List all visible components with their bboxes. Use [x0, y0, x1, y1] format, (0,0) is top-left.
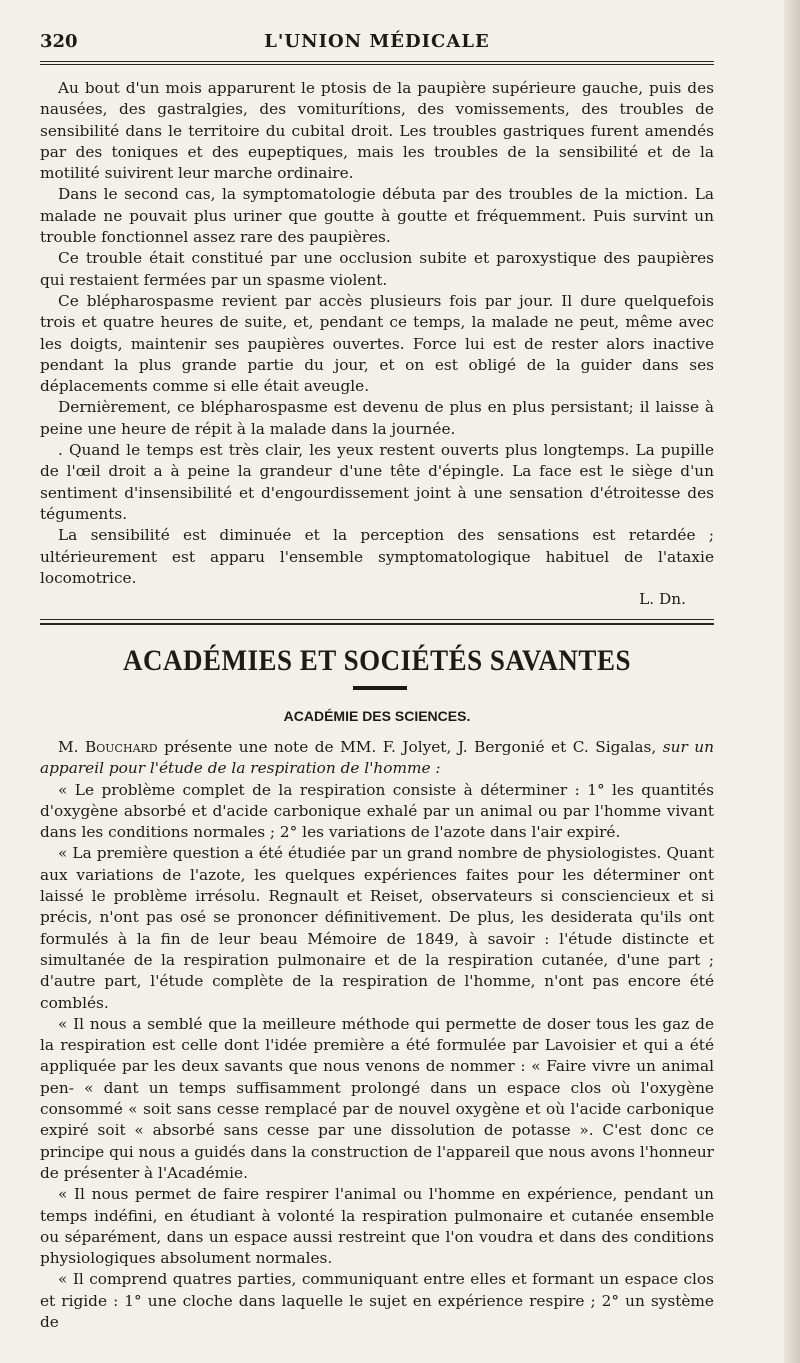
page-header [40, 27, 714, 59]
article-academie [40, 737, 714, 1333]
paragraph: Ce trouble était constitué par une occlusion subite et paroxystique des paupières qui restaient fermées par un spasme violent. [40, 249, 714, 289]
paragraph: « Il comprend quatres parties, communiquant entre elles et formant un espace clos et rigide : 1° une cloche dans laquelle le sujet en expérience respire ; 2° un système de [40, 1270, 714, 1332]
paragraph: . Quand le temps est très clair, les yeux restent ouverts plus longtemps. La pupille de l'œil droit a à peine la grandeur d'une tête d'épingle. La face est le siège d'un sentiment d'insensibilité et d'engourdissement joint à une sensation d'étroitesse des téguments. [40, 441, 714, 523]
paragraph: Au bout d'un mois apparurent le ptosis de la paupière supérieure gauche, puis des nausées, des gastralgies, des vomiturítions, des vomissements, des troubles de sensibilité dans le territoire du cubital droit. Les troubles gastriques furent amendés par des toniques et des eupeptiques, mais les troubles de la sensibilité et de la motilité suivirent leur marche ordinaire. [40, 79, 714, 183]
title-short-rule [353, 686, 407, 690]
paragraph: « Il nous permet de faire respirer l'animal ou l'homme en expérience, pendant un temps indéfini, en étudiant à volonté la respiration pulmonaire et cutanée ensemble ou séparément, dans un espace aussi restreint que l'on voudra et dans des conditions physiologiques absolument normales. [40, 1185, 714, 1268]
note-title: sur un appareil pour l'étude de la respiration de l'homme : [40, 738, 714, 778]
header-rule-top [40, 61, 714, 62]
author-signature: L. Dn. [639, 590, 686, 609]
article-previous [40, 78, 714, 610]
paragraph: Dans le second cas, la symptomatologie débuta par des troubles de la miction. La malade ne pouvait plus uriner que goutte à goutte et fréquemment. Puis survint un trouble fonctionnel assez rare des paupières. [40, 185, 714, 247]
page-edge-shadow [784, 0, 800, 1363]
paragraph: Dernièrement, ce blépharospasme est devenu de plus en plus persistant; il laisse à peine une heure de répit à la malade dans la journée. [40, 398, 714, 438]
paragraph: « Il nous a semblé que la meilleure méthode qui permette de doser tous les gaz de la respiration est celle dont l'idée première a été formulée par Lavoisier et qui a été appliquée par les deux savants que nous venons de nommer : « Faire vivre un animal pen- « dant un temps suffisamment prolongé dans un espace clos où l'oxygène consommé « soit sans cesse remplacé par de nouvel oxygène et où l'acide carbonique expiré soit « absorbé sans cesse par une dissolution de potasse ». C'est donc ce principe qui nous a guidés dans la construction de l'appareil que nous avons l'honneur de présenter à l'Académie. [40, 1014, 714, 1182]
paragraph: « La première question a été étudiée par un grand nombre de physiologistes. Quant aux variations de l'azote, les quelques expériences faites pour les déterminer ont laissé le problème irrésolu. Regnault et Reiset, observateurs si consciencieux et si précis, n'ont pas osé se prononcer définitivement. De plus, les desiderata qu'ils ont formulés à la fin de leur beau Mémoire de 1849, à savoir : l'étude distincte et simultanée de la respiration pulmonaire et de la respiration cutanée, d'une part ; d'autre part, l'étude complète de la respiration de l'homme, n'ont pas encore été comblés. [40, 844, 714, 1012]
page-number: 320 [40, 31, 78, 52]
section-divider-top [40, 619, 714, 620]
subsection-title: ACADÉMIE DES SCIENCES. [283, 708, 471, 724]
intro-text: présente une note de MM. F. Jolyet, J. Bergonié et C. Sigalas, [157, 738, 663, 756]
paragraph: La sensibilité est diminuée et la perception des sensations est retardée ; ultérieurement est apparu l'ensemble symptomatologique habituel de l'ataxie locomotrice. [40, 526, 714, 587]
header-rule-bottom [40, 64, 714, 65]
section-title: ACADÉMIES ET SOCIÉTÉS SAVANTES [123, 643, 631, 677]
running-title: L'UNION MÉDICALE [264, 31, 490, 52]
paragraph: Ce blépharospasme revient par accès plusieurs fois par jour. Il dure quelquefois trois et quatre heures de suite, et, pendant ce temps, la malade ne peut, même avec les doigts, maintenir ses paupières ouvertes. Force lui est de rester alors inactive pendant la plus grande partie du jour, et on est obligé de la guider dans ses déplacements comme si elle était aveugle. [40, 291, 714, 396]
presenter-name: M. Bouchard [58, 738, 158, 756]
paragraph: « Le problème complet de la respiration consiste à déterminer : 1° les quantités d'oxygène absorbé et d'acide carbonique exhalé par un animal ou par l'homme vivant dans les conditions normales ; 2° les variations de l'azote dans l'air expiré. [40, 780, 714, 842]
section-divider-bottom [40, 623, 714, 625]
intro-paragraph [40, 737, 714, 780]
